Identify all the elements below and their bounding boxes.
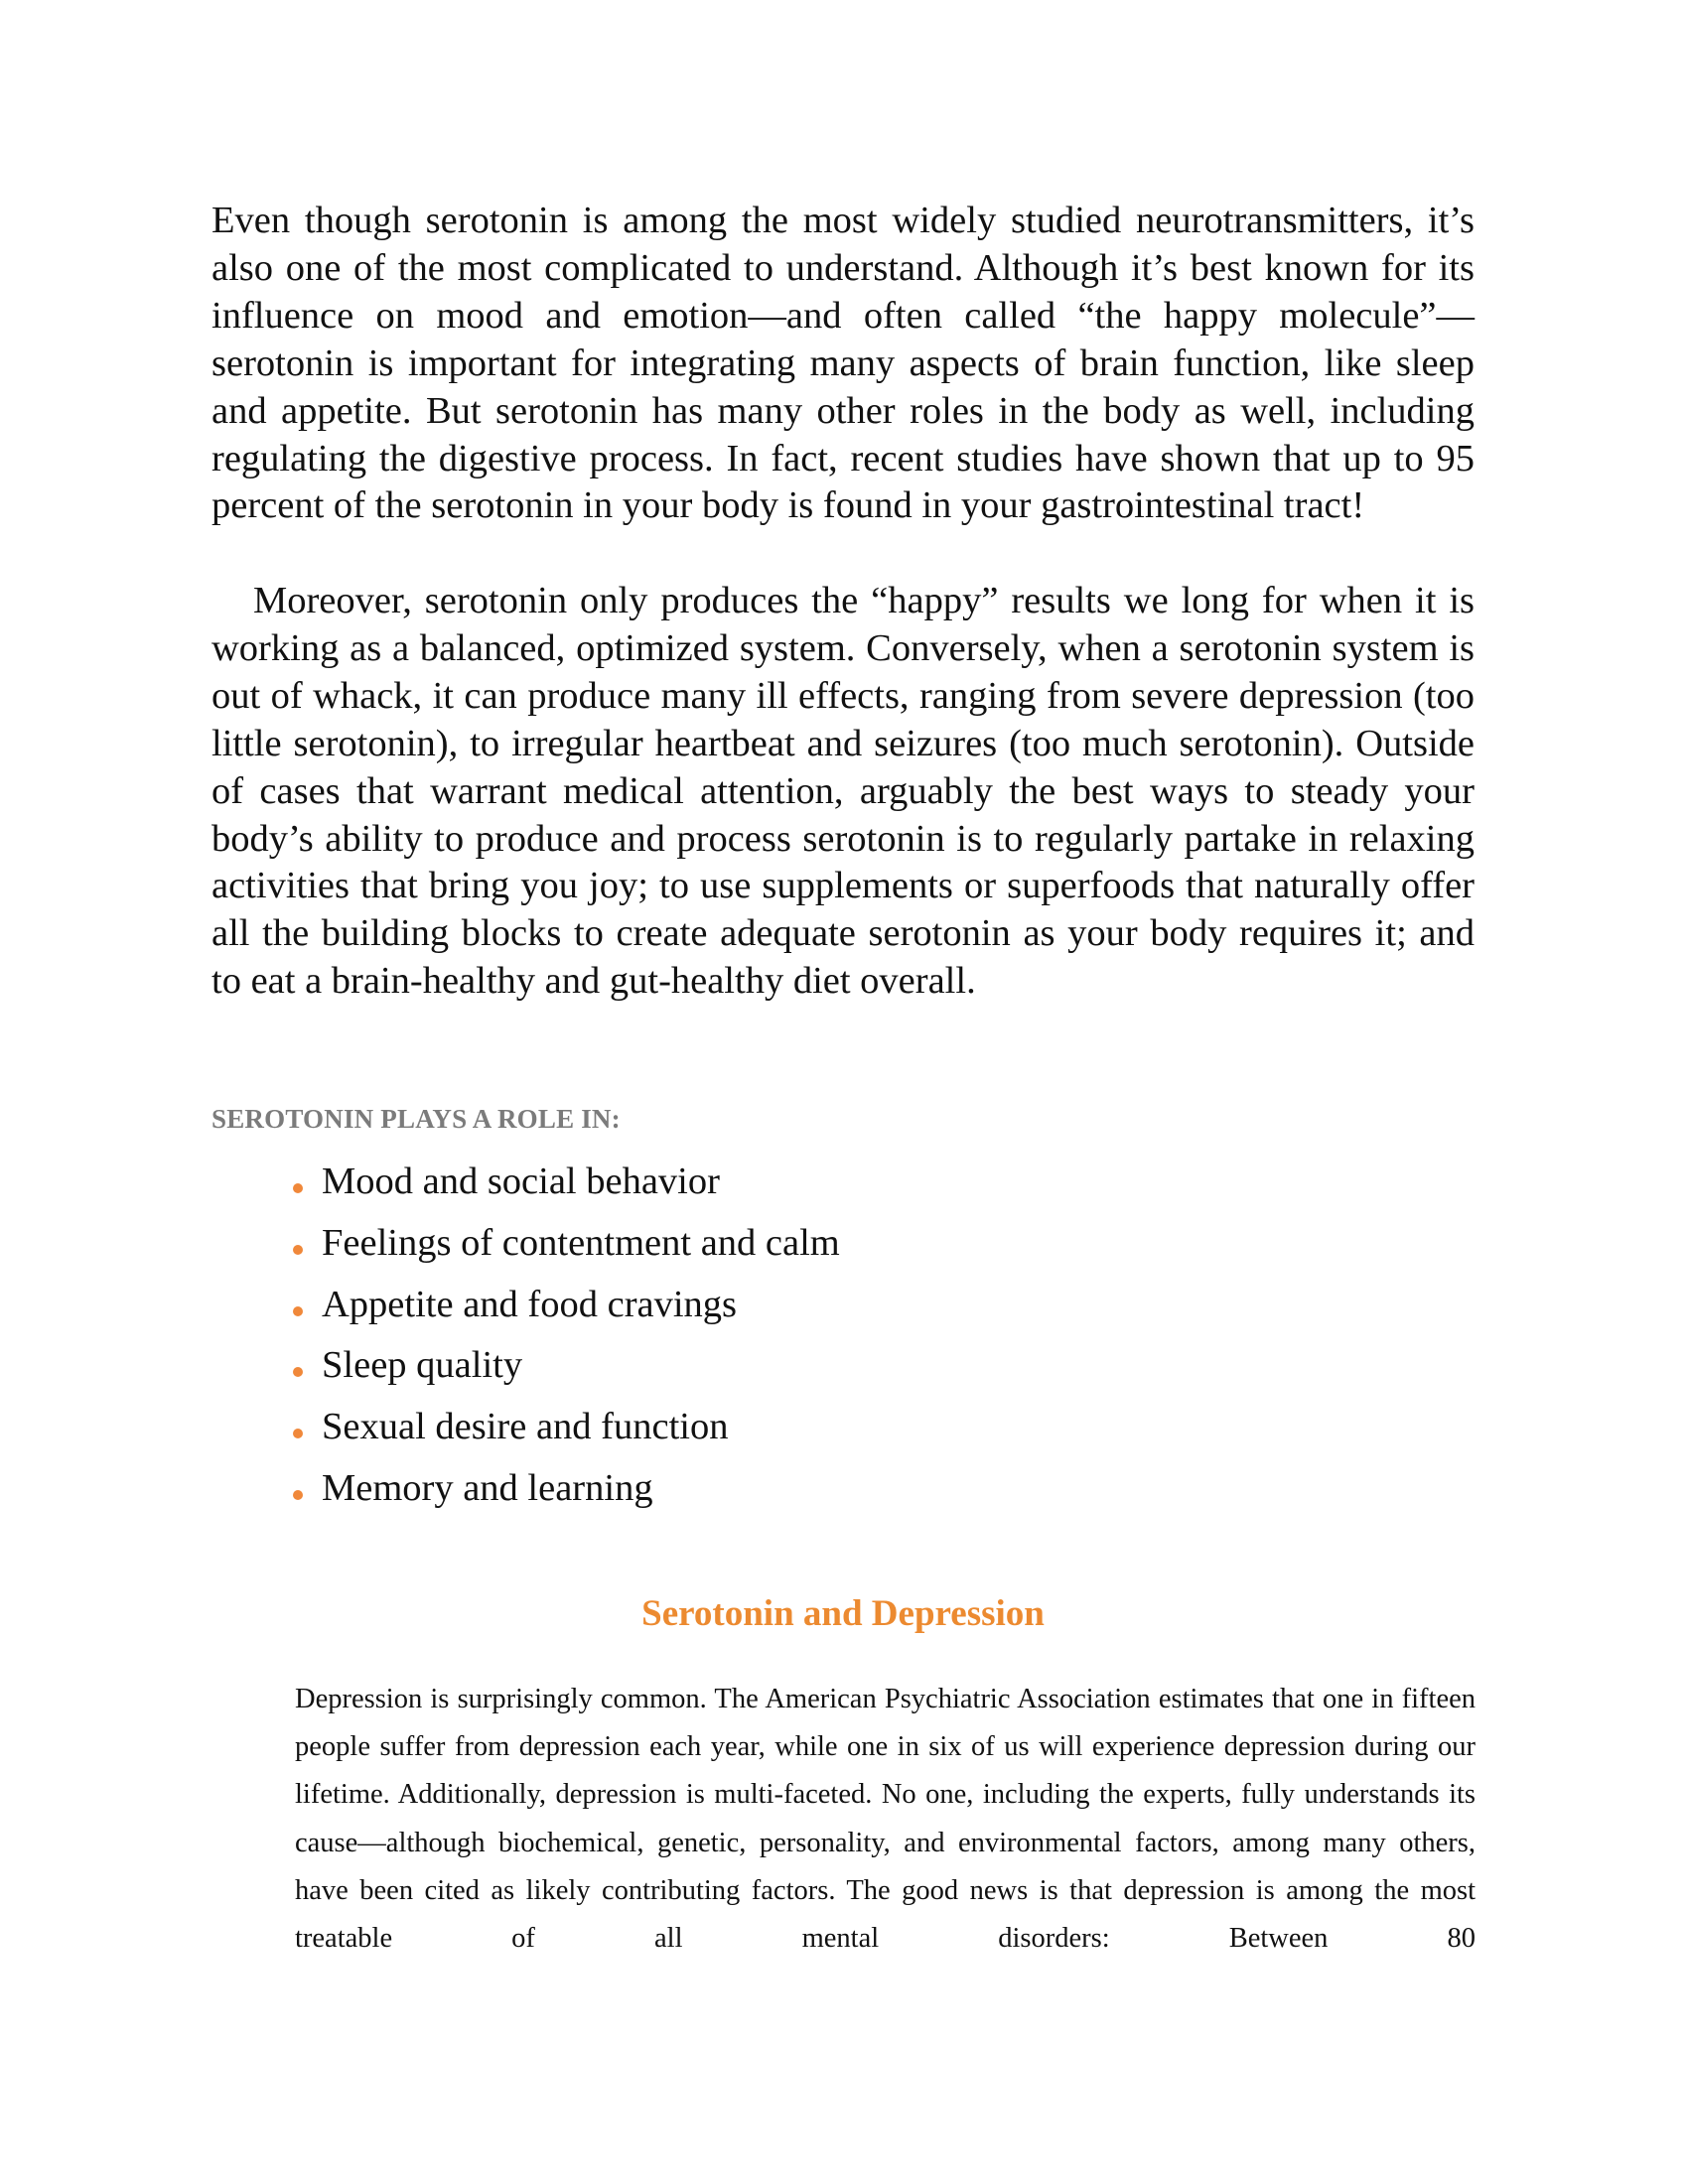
bullet-icon <box>293 1245 303 1255</box>
list-item-text: Sleep quality <box>322 1344 523 1387</box>
bullet-icon <box>293 1367 303 1377</box>
list-item-text: Appetite and food cravings <box>322 1283 738 1325</box>
list-item-text: Mood and social behavior <box>322 1160 720 1202</box>
roles-label: SEROTONIN PLAYS A ROLE IN: <box>211 1104 621 1134</box>
depression-paragraph: Depression is surprisingly common. The American Psychiatric Association estimates that one in fifteen people suffer from depression each year, while one in six of us will experience depression during our lifetime. Additionally, depression is multi-faceted. No one, including the experts, fully understands its cause—although biochemical, genetic, personality, and environmental factors, among many others, have been cited as likely contributing factors. The good news is that depression is among the most treatable of all mental disorders: Between 80 <box>295 1684 1476 1955</box>
bullet-icon <box>293 1306 303 1316</box>
bullet-icon <box>293 1429 303 1438</box>
moreover-paragraph: Moreover, serotonin only produces the “happy” results we long for when it is working as a balanced, optimized system. Conversely, when a serotonin system is out of whack, it can produce many ill effects, ranging from severe depression (too little serotonin), to irregular heartbeat and seizures (too much serotonin). Outside of cases that warrant medical attention, arguably the best ways to steady your body’s ability to produce and process serotonin is to regularly partake in relaxing activities that bring you joy; to use supplements or superfoods that naturally offer all the building blocks to create adequate serotonin as your body requires it; and to eat a brain-healthy and gut-healthy diet overall. <box>211 580 1475 1003</box>
list-item-text: Feelings of contentment and calm <box>322 1221 840 1264</box>
section-heading: Serotonin and Depression <box>641 1593 1045 1634</box>
list-item-text: Memory and learning <box>322 1466 653 1509</box>
bullet-icon <box>293 1183 303 1193</box>
intro-paragraph: Even though serotonin is among the most widely studied neurotransmitters, it’s also one of the most complicated to understand. Although it’s best known for its influence on mood and emotion—and often called “the happy molecule”—serotonin is important for integrating many aspects of brain function, like sleep and appetite. But serotonin has many other roles in the body as well, including regulating the digestive process. In fact, recent studies have shown that up to 95 percent of the serotonin in your body is found in your gastrointestinal tract! <box>211 200 1475 527</box>
list-item-text: Sexual desire and function <box>322 1406 729 1448</box>
bullet-icon <box>293 1490 303 1500</box>
